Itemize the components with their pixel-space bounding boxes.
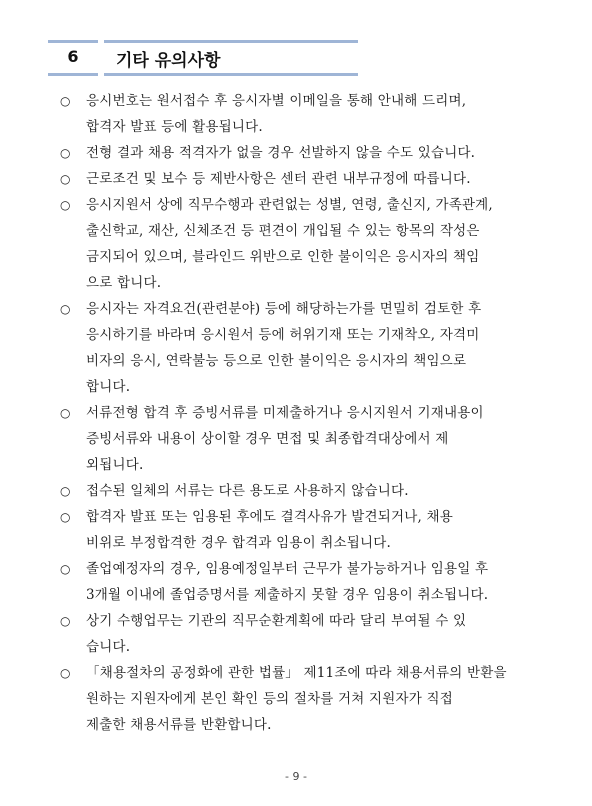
list-item-text: 출신학교, 재산, 신체조건 등 편견이 개입될 수 있는 항목의 작성은 (86, 223, 480, 239)
list-item-text: 응시하기를 바라며 응시원서 등에 허위기재 또는 기재착오, 자격미 (86, 327, 480, 343)
list-item (58, 400, 542, 478)
circle-bullet-icon: ○ (60, 614, 71, 628)
list-item-text: 접수된 일체의 서류는 다른 용도로 사용하지 않습니다. (86, 483, 409, 499)
list-item-text: 서류전형 합격 후 증빙서류를 미제출하거나 응시지원서 기재내용이 (86, 405, 484, 421)
list-item (58, 88, 542, 140)
divider (104, 73, 358, 76)
list-item (58, 166, 542, 192)
list-item (58, 660, 542, 738)
list-item-text: 비위로 부정합격한 경우 합격과 임용이 취소됩니다. (86, 535, 392, 551)
circle-bullet-icon: ○ (60, 562, 71, 576)
list-item-text: 원하는 지원자에게 본인 확인 등의 절차를 거쳐 지원자가 직접 (86, 691, 453, 707)
list-item-text: 금지되어 있으며, 블라인드 위반으로 인한 불이익은 응시자의 책임 (86, 249, 480, 265)
circle-bullet-icon: ○ (60, 510, 71, 524)
section-title: 기타 유의사항 (116, 51, 221, 71)
list-item-text: 전형 결과 채용 적격자가 없을 경우 선발하지 않을 수도 있습니다. (86, 145, 476, 161)
list-item-text: 합니다. (86, 379, 131, 395)
list-item-text: 제출한 채용서류를 반환합니다. (86, 717, 272, 733)
circle-bullet-icon: ○ (60, 198, 71, 212)
list-item (58, 140, 542, 166)
section-number: 6 (67, 47, 79, 66)
list-item-text: 으로 합니다. (86, 275, 162, 291)
circle-bullet-icon: ○ (60, 94, 71, 108)
circle-bullet-icon: ○ (60, 146, 71, 160)
list-item (58, 296, 542, 400)
list-item-text: 졸업예정자의 경우, 임용예정일부터 근무가 불가능하거나 임용일 후 (86, 561, 489, 577)
list-item-text: 「채용절차의 공정화에 관한 법률」 제11조에 따라 채용서류의 반환을 (86, 665, 507, 681)
list-item (58, 556, 542, 608)
list-item-text: 증빙서류와 내용이 상이할 경우 면접 및 최종합격대상에서 제 (86, 431, 449, 447)
list-item-text: 합격자 발표 등에 활용됩니다. (86, 119, 263, 135)
list-item (58, 608, 542, 660)
divider (104, 40, 358, 43)
notice-list (58, 88, 542, 738)
circle-bullet-icon: ○ (60, 666, 71, 680)
list-item-text: 응시번호는 원서접수 후 응시자별 이메일을 통해 안내해 드리며, (86, 93, 467, 109)
circle-bullet-icon: ○ (60, 406, 71, 420)
section-title-box (104, 40, 358, 76)
list-item-text: 상기 수행업무는 기관의 직무순환계획에 따라 달리 부여될 수 있 (86, 613, 467, 629)
list-item-text: 합격자 발표 또는 임용된 후에도 결격사유가 발견되거나, 채용 (86, 509, 453, 525)
section-header (48, 40, 358, 76)
section-number-box (48, 40, 98, 76)
list-item-text: 근로조건 및 보수 등 제반사항은 센터 관련 내부규정에 따릅니다. (86, 171, 471, 187)
circle-bullet-icon: ○ (60, 484, 71, 498)
divider (48, 73, 98, 76)
list-item-text: 비자의 응시, 연락불능 등으로 인한 불이익은 응시자의 책임으로 (86, 353, 467, 369)
list-item (58, 504, 542, 556)
list-item-text: 응시지원서 상에 직무수행과 관련없는 성별, 연령, 출신지, 가족관계, (86, 197, 493, 213)
list-item-text: 응시자는 자격요건(관련분야) 등에 해당하는가를 면밀히 검토한 후 (86, 301, 482, 317)
page-number: - 9 - (285, 770, 307, 783)
list-item (58, 478, 542, 504)
list-item-text: 습니다. (86, 639, 131, 655)
circle-bullet-icon: ○ (60, 302, 71, 316)
circle-bullet-icon: ○ (60, 172, 71, 186)
list-item (58, 192, 542, 296)
divider (48, 40, 98, 43)
list-item-text: 외됩니다. (86, 457, 144, 473)
list-item-text: 3개월 이내에 졸업증명서를 제출하지 못할 경우 임용이 취소됩니다. (86, 587, 489, 603)
